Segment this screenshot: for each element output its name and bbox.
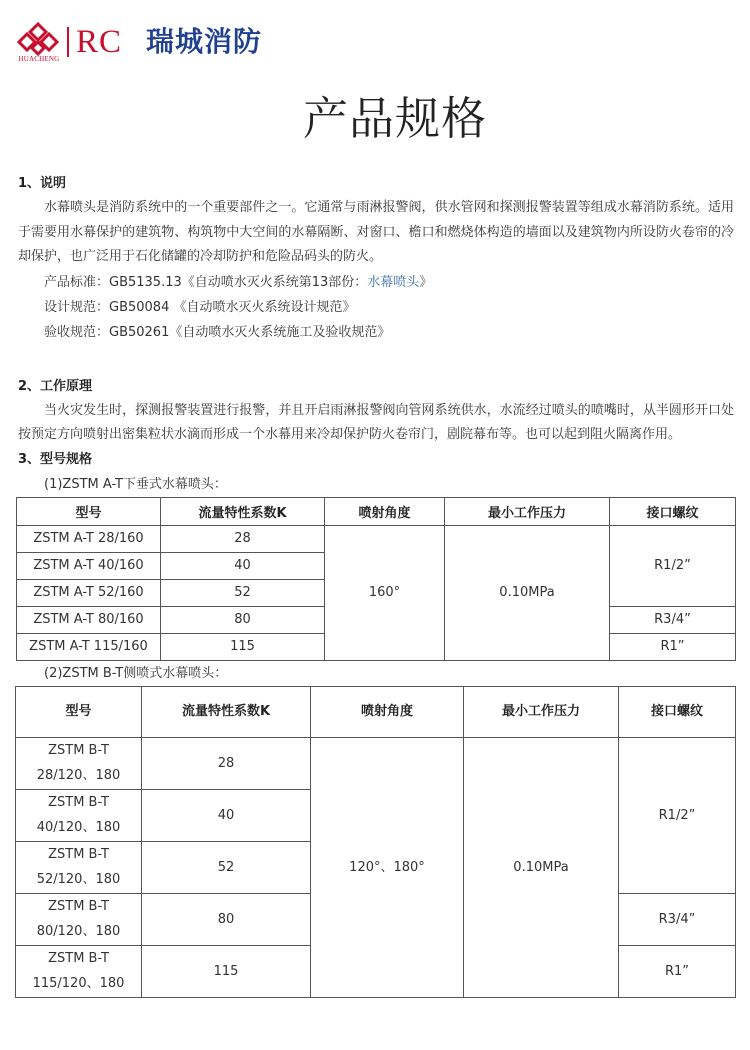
thread-cell: R1” (610, 633, 736, 660)
section-3-heading: 3、型号规格 (18, 451, 93, 467)
section-2-heading: 2、工作原理 (18, 378, 93, 394)
col-model: 型号 (17, 497, 161, 525)
pressure-cell: 0.10MPa (445, 525, 610, 660)
brand-rc: RC (76, 24, 123, 60)
col-angle: 喷射角度 (325, 497, 445, 525)
model-cell: ZSTM B-T 28/120、180 (16, 737, 142, 789)
col-k-factor: 流量特性系数K (161, 497, 325, 525)
k-cell: 80 (142, 893, 311, 945)
spec-table-b (15, 686, 736, 998)
thread-cell: R3/4” (619, 893, 736, 945)
table-a-caption: (1)ZSTM A-T下垂式水幕喷头： (44, 476, 227, 492)
col-thread: 接口螺纹 (619, 686, 736, 737)
brand-divider (67, 27, 69, 57)
model-cell: ZSTM B-T 52/120、180 (16, 841, 142, 893)
brand-logo (16, 22, 316, 72)
k-cell: 40 (142, 789, 311, 841)
design-code: 设计规范：GB50084 《自动喷水灭火系统设计规范》 (44, 299, 356, 315)
col-model: 型号 (16, 686, 142, 737)
k-cell: 28 (161, 525, 325, 552)
section-1-heading: 1、说明 (18, 176, 67, 191)
k-cell: 40 (161, 552, 325, 579)
spec-table-a (16, 497, 736, 661)
col-k-factor: 流量特性系数K (142, 686, 311, 737)
thread-cell: R1” (619, 945, 736, 997)
content (18, 172, 734, 998)
k-cell: 28 (142, 737, 311, 789)
product-standard-end: 》 (419, 274, 433, 290)
model-cell: ZSTM B-T 40/120、180 (16, 789, 142, 841)
thread-cell: R3/4” (610, 606, 736, 633)
acceptance-code: 验收规范：GB50261《自动喷水灭火系统施工及验收规范》 (44, 324, 391, 340)
table-row (16, 737, 736, 789)
brand-name: 瑞城消防 (146, 25, 263, 58)
table-b-caption: (2)ZSTM B-T侧喷式水幕喷头： (44, 665, 228, 681)
thread-cell: R1/2” (610, 525, 736, 606)
model-cell: ZSTM A-T 28/160 (17, 525, 161, 552)
model-cell: ZSTM B-T 115/120、180 (16, 945, 142, 997)
product-standard-text: 产品标准：GB5135.13《自动喷水灭火系统第13部份： (44, 274, 368, 290)
col-pressure: 最小工作压力 (445, 497, 610, 525)
section-1-paragraph: 水幕喷头是消防系统中的一个重要部件之一。它通常与雨淋报警阀，供水管网和探测报警装置等组成水幕消防系统。适用于需要用水幕保护的建筑物、构筑物中大空间的水幕隔断、对窗口、檐口和燃烧体构造的墙面以及建筑物内所设防火卷帘的冷却保护，也广泛用于石化储罐的冷却防护和危险品码头的防火。 (18, 200, 734, 264)
section-2-paragraph: 当火灾发生时，探测报警装置进行报警，并且开启雨淋报警阀向管网系统供水，水流经过喷头的喷嘴时，从半圆形开口处按预定方向喷射出密集粒状水滴而形成一个水幕用来冷却保护防火卷帘门，剧院幕布等。也可以起到阻火隔离作用。 (18, 402, 734, 442)
model-cell: ZSTM A-T 40/160 (17, 552, 161, 579)
pressure-cell: 0.10MPa (464, 737, 619, 997)
standard-link[interactable]: 水幕喷头 (367, 274, 420, 290)
k-cell: 115 (161, 633, 325, 660)
col-angle: 喷射角度 (311, 686, 464, 737)
brand-sub: HUACHENG (18, 55, 60, 63)
model-cell: ZSTM A-T 52/160 (17, 579, 161, 606)
thread-cell: R1/2” (619, 737, 736, 893)
k-cell: 52 (161, 579, 325, 606)
col-pressure: 最小工作压力 (464, 686, 619, 737)
angle-cell: 160° (325, 525, 445, 660)
model-cell: ZSTM A-T 80/160 (17, 606, 161, 633)
col-thread: 接口螺纹 (610, 497, 736, 525)
model-cell: ZSTM B-T 80/120、180 (16, 893, 142, 945)
k-cell: 52 (142, 841, 311, 893)
table-row (17, 525, 736, 552)
angle-cell: 120°、180° (311, 737, 464, 997)
k-cell: 80 (161, 606, 325, 633)
model-cell: ZSTM A-T 115/160 (17, 633, 161, 660)
k-cell: 115 (142, 945, 311, 997)
table-header-row (16, 686, 736, 737)
product-standard (18, 270, 734, 295)
table-header-row (17, 497, 736, 525)
page-title: 产品规格 (302, 92, 487, 145)
